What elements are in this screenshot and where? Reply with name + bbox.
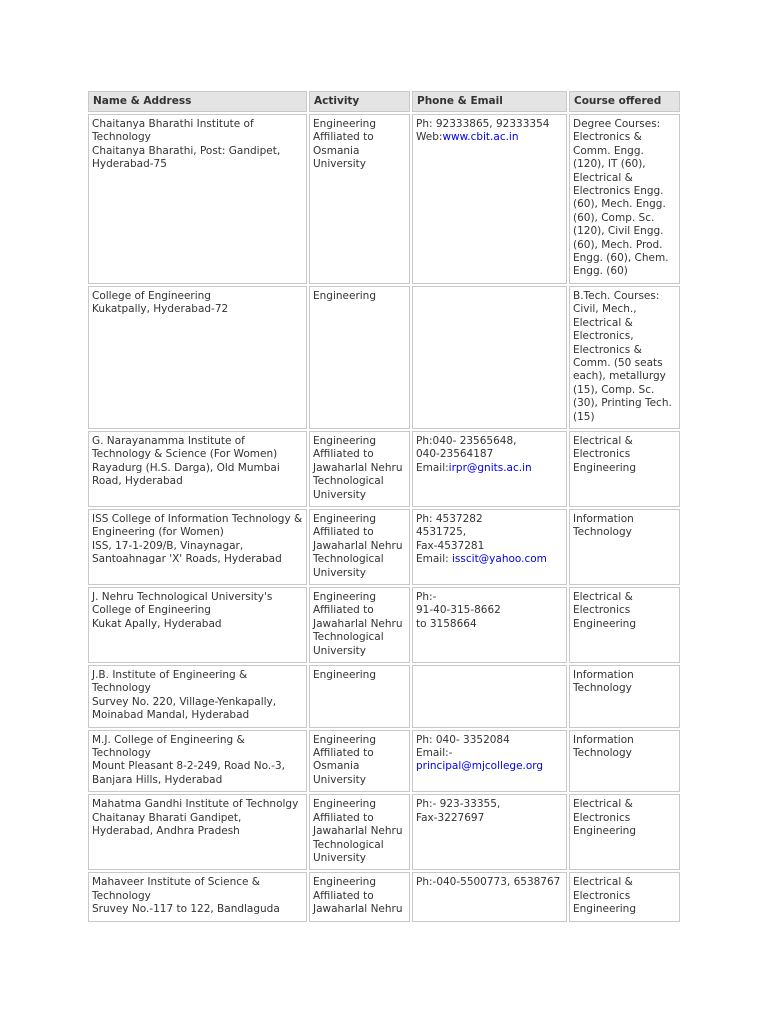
cell-course-offered: Electrical & Electronics Engineering bbox=[569, 794, 680, 870]
header-row bbox=[88, 91, 680, 112]
cell-name-address: G. Narayanamma Institute of Technology & Science (For Women) Rayadurg (H.S. Darga), Old Mumbai Road, Hyderabad bbox=[88, 431, 307, 507]
cell-course-offered: Electrical & Electronics Engineering bbox=[569, 872, 680, 921]
table-row bbox=[88, 872, 680, 921]
cell-name-address: Mahaveer Institute of Science & Technology Sruvey No.-117 to 122, Bandlaguda bbox=[88, 872, 307, 921]
header-name-address: Name & Address bbox=[88, 91, 307, 112]
cell-name-address: J. Nehru Technological University's College of Engineering Kukat Apally, Hyderabad bbox=[88, 587, 307, 663]
table-row bbox=[88, 286, 680, 429]
table-row bbox=[88, 665, 680, 728]
cell-course-offered: Information Technology bbox=[569, 665, 680, 728]
contact-link[interactable]: principal@mjcollege.org bbox=[416, 760, 544, 773]
college-table bbox=[86, 89, 682, 924]
cell-phone-email bbox=[412, 114, 567, 284]
contact-text: Ph:-040-5500773, 6538767 bbox=[416, 876, 561, 889]
table-row bbox=[88, 794, 680, 870]
cell-course-offered: Information Technology bbox=[569, 509, 680, 585]
contact-text: Ph:- 91-40-315-8662 to 3158664 bbox=[416, 591, 501, 630]
contact-text: Ph:- 923-33355, Fax-3227697 bbox=[416, 798, 501, 824]
cell-course-offered: Electrical & Electronics Engineering bbox=[569, 587, 680, 663]
cell-activity: Engineering bbox=[309, 665, 410, 728]
cell-phone-email bbox=[412, 665, 567, 728]
cell-activity: Engineering Affiliated to Jawaharlal Nehru Technological University bbox=[309, 794, 410, 870]
cell-activity: Engineering Affiliated to Jawaharlal Nehru Technological University bbox=[309, 431, 410, 507]
cell-course-offered: Information Technology bbox=[569, 730, 680, 793]
cell-name-address: J.B. Institute of Engineering & Technology Survey No. 220, Village-Yenkapally, Moinabad Mandal, Hyderabad bbox=[88, 665, 307, 728]
cell-activity: Engineering Affiliated to Osmania University bbox=[309, 114, 410, 284]
cell-name-address: Chaitanya Bharathi Institute of Technology Chaitanya Bharathi, Post: Gandipet, Hyderabad-75 bbox=[88, 114, 307, 284]
table-row bbox=[88, 587, 680, 663]
cell-course-offered: Electrical & Electronics Engineering bbox=[569, 431, 680, 507]
cell-activity: Engineering Affiliated to Jawaharlal Nehru Technological University bbox=[309, 587, 410, 663]
cell-name-address: Mahatma Gandhi Institute of Technolgy Chaitanay Bharati Gandipet, Hyderabad, Andhra Pradesh bbox=[88, 794, 307, 870]
contact-text: Ph:040- 23565648, 040-23564187 Email: bbox=[416, 434, 517, 474]
cell-phone-email bbox=[412, 431, 567, 507]
header-course-offered: Course offered bbox=[569, 91, 680, 112]
cell-activity: Engineering bbox=[309, 286, 410, 429]
contact-link[interactable]: irpr@gnits.ac.in bbox=[448, 461, 532, 474]
cell-name-address: College of Engineering Kukatpally, Hyderabad-72 bbox=[88, 286, 307, 429]
table-row bbox=[88, 114, 680, 284]
cell-activity: Engineering Affiliated to Osmania University bbox=[309, 730, 410, 793]
cell-phone-email bbox=[412, 509, 567, 585]
contact-link[interactable]: www.cbit.ac.in bbox=[442, 131, 519, 144]
header-phone-email: Phone & Email bbox=[412, 91, 567, 112]
cell-course-offered: Degree Courses: Electronics & Comm. Engg. (120), IT (60), Electrical & Electronics Engg. (60), Mech. Engg. (60), Comp. Sc. (120), Civil Engg. (60), Mech. Prod. Engg. (60), Chem. Engg. (60) bbox=[569, 114, 680, 284]
contact-link[interactable]: isscit@yahoo.com bbox=[452, 553, 547, 566]
table-row bbox=[88, 730, 680, 793]
table-row bbox=[88, 431, 680, 507]
contact-text: Ph: 92333865, 92333354 Web: bbox=[416, 118, 550, 144]
cell-name-address: ISS College of Information Technology & Engineering (for Women) ISS, 17-1-209/B, Vinaynagar, Santoahnagar 'X' Roads, Hyderabad bbox=[88, 509, 307, 585]
cell-phone-email bbox=[412, 286, 567, 429]
cell-activity: Engineering Affiliated to Jawaharlal Nehru Technological University bbox=[309, 509, 410, 585]
cell-name-address: M.J. College of Engineering & Technology Mount Pleasant 8-2-249, Road No.-3, Banjara Hills, Hyderabad bbox=[88, 730, 307, 793]
cell-phone-email bbox=[412, 794, 567, 870]
cell-phone-email bbox=[412, 872, 567, 921]
cell-activity: Engineering Affiliated to Jawaharlal Nehru bbox=[309, 872, 410, 921]
cell-course-offered: B.Tech. Courses: Civil, Mech., Electrical & Electronics, Electronics & Comm. (50 seats each), metallurgy (15), Comp. Sc. (30), Printing Tech. (15) bbox=[569, 286, 680, 429]
cell-phone-email bbox=[412, 587, 567, 663]
header-activity: Activity bbox=[309, 91, 410, 112]
contact-text: Ph: 4537282 4531725, Fax-4537281 Email: bbox=[416, 512, 485, 566]
cell-phone-email bbox=[412, 730, 567, 793]
table-row bbox=[88, 509, 680, 585]
contact-text: Ph: 040- 3352084 Email:- bbox=[416, 733, 510, 760]
